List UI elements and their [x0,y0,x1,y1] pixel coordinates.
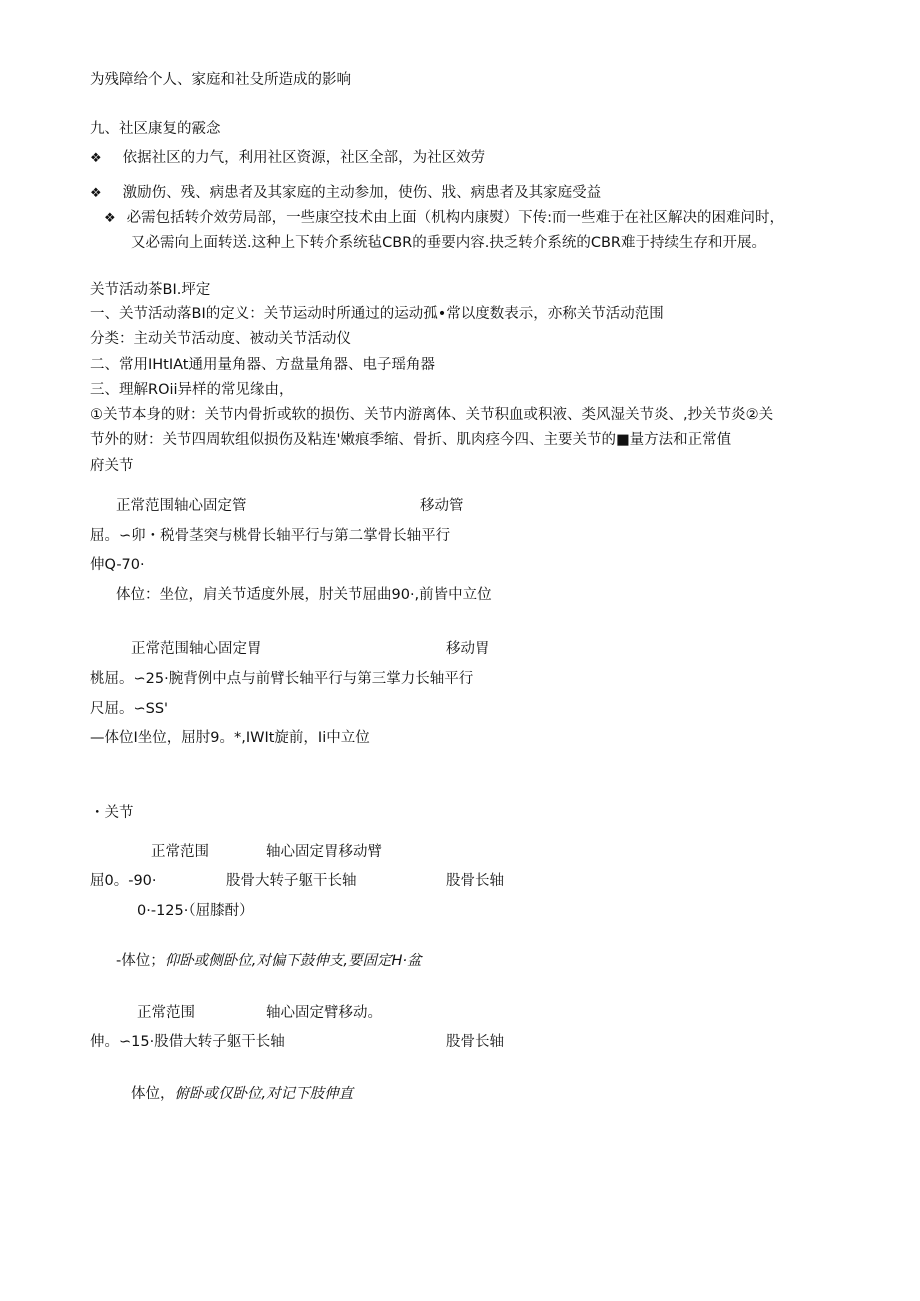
tools-line: 二、常用IHtIAt通用量角器、方盘量角器、电子瑶角器 [90,357,435,373]
position-note: —体位I坐位，屈肘9。*,IWIt旋前，Ii中立位 [90,730,370,746]
definition-line: 一、关节活动落BI的定义：关节运动时所通过的运动孤•常以度数表示，亦称关节活动范围 [90,306,664,322]
position-label: -体位； [116,953,165,969]
diamond-bullet-icon: ❖ [90,151,102,166]
bullet-text: 必需包括转介效劳局部，一些康空技术由上面（机构内康熨）下传:而一些难于在社区解决的困难问时， [126,210,784,226]
bullet-text-continuation: 又必需向上面转送.这种上下转介系统毡CBR的垂要内容.抉乏转介系统的CBR难于持续生存和开展。 [131,235,767,251]
reason-heading: 三、理解ROii异样的常见缘由， [90,382,294,398]
table-cell: 股骨长轴 [446,873,504,889]
bullet-text: 依据社区的力气，利用社区资源，社区全部，为社区效劳 [122,150,486,166]
table-header: 轴心固定臂移动。 [266,1005,382,1021]
table-header-moving-arm: 移动胃 [446,641,490,657]
table-header: 正常范围 [137,1005,195,1021]
position-text: 仰卧或侧卧位,对偏下鼓伸支,要固定H·盆 [164,953,422,969]
diamond-bullet-icon: ❖ [104,211,116,226]
table-cell: 屈0。-90· [90,873,157,889]
position-text: 俯卧或仅卧位,对记下肢伸直 [174,1086,354,1102]
joint-title: ・关节 [90,805,134,821]
bullet-item [90,148,485,169]
table-cell: 股骨长轴 [446,1034,504,1050]
bullet-item [90,183,601,204]
table-cell: 伸。∽15·股借大转子躯干长轴 [90,1034,285,1050]
position-note: 体位：坐位，肩关节适度外展，肘关节屈曲90·,前皆中立位 [116,587,492,603]
table-header: 正常范围轴心固定管 [116,498,247,514]
range-note: 0·-125·（屈膝酎） [137,903,254,919]
section-heading: 九、社区康复的霰念 [90,121,221,137]
reason-line: ①关节本身的财：关节内骨折或软的损伤、关节内游离体、关节积血或积液、类风湿关节炎、,抄关节炎②关 [90,407,774,423]
joint-heading: 府关节 [90,458,134,474]
position-note [131,1084,353,1104]
diamond-bullet-icon: ❖ [90,186,102,201]
table-cell: 股骨大转子躯干长轴 [226,873,357,889]
table-row: 桃屈。∽25·腕背例中点与前臂长轴平行与第三掌力长轴平行 [90,671,474,687]
table-header: 轴心固定胃移动臂 [266,844,382,860]
text-line: 为残障给个人、家庭和社殳所造成的影响 [90,72,351,88]
table-header: 正常范围 [151,844,209,860]
table-header: 正常范围轴心固定胃 [131,641,262,657]
table-row: 尺屈。∽SS' [90,701,169,717]
reason-line: 节外的财：关节四周软组似损伤及粘连'嫩痕季缩、骨折、肌肉痉今四、主要关节的■量方法和正常值 [90,432,732,448]
bullet-item [104,208,784,229]
position-label: 体位， [131,1086,175,1102]
classification-line: 分类：主动关节活动度、被动关节活动仪 [90,331,351,347]
table-row: 伸Q-70· [90,557,145,573]
bullet-text: 激励伤、残、病患者及其家庭的主动参加，使伤、戕、病患者及其家庭受益 [122,185,602,201]
position-note [116,951,421,971]
table-row: 屈。∽卯・税骨茎突与桃骨长轴平行与第二掌骨长轴平行 [90,528,451,544]
table-header-moving-arm: 移动管 [420,498,464,514]
section-title: 关节活动茶BI.坪定 [90,282,211,298]
